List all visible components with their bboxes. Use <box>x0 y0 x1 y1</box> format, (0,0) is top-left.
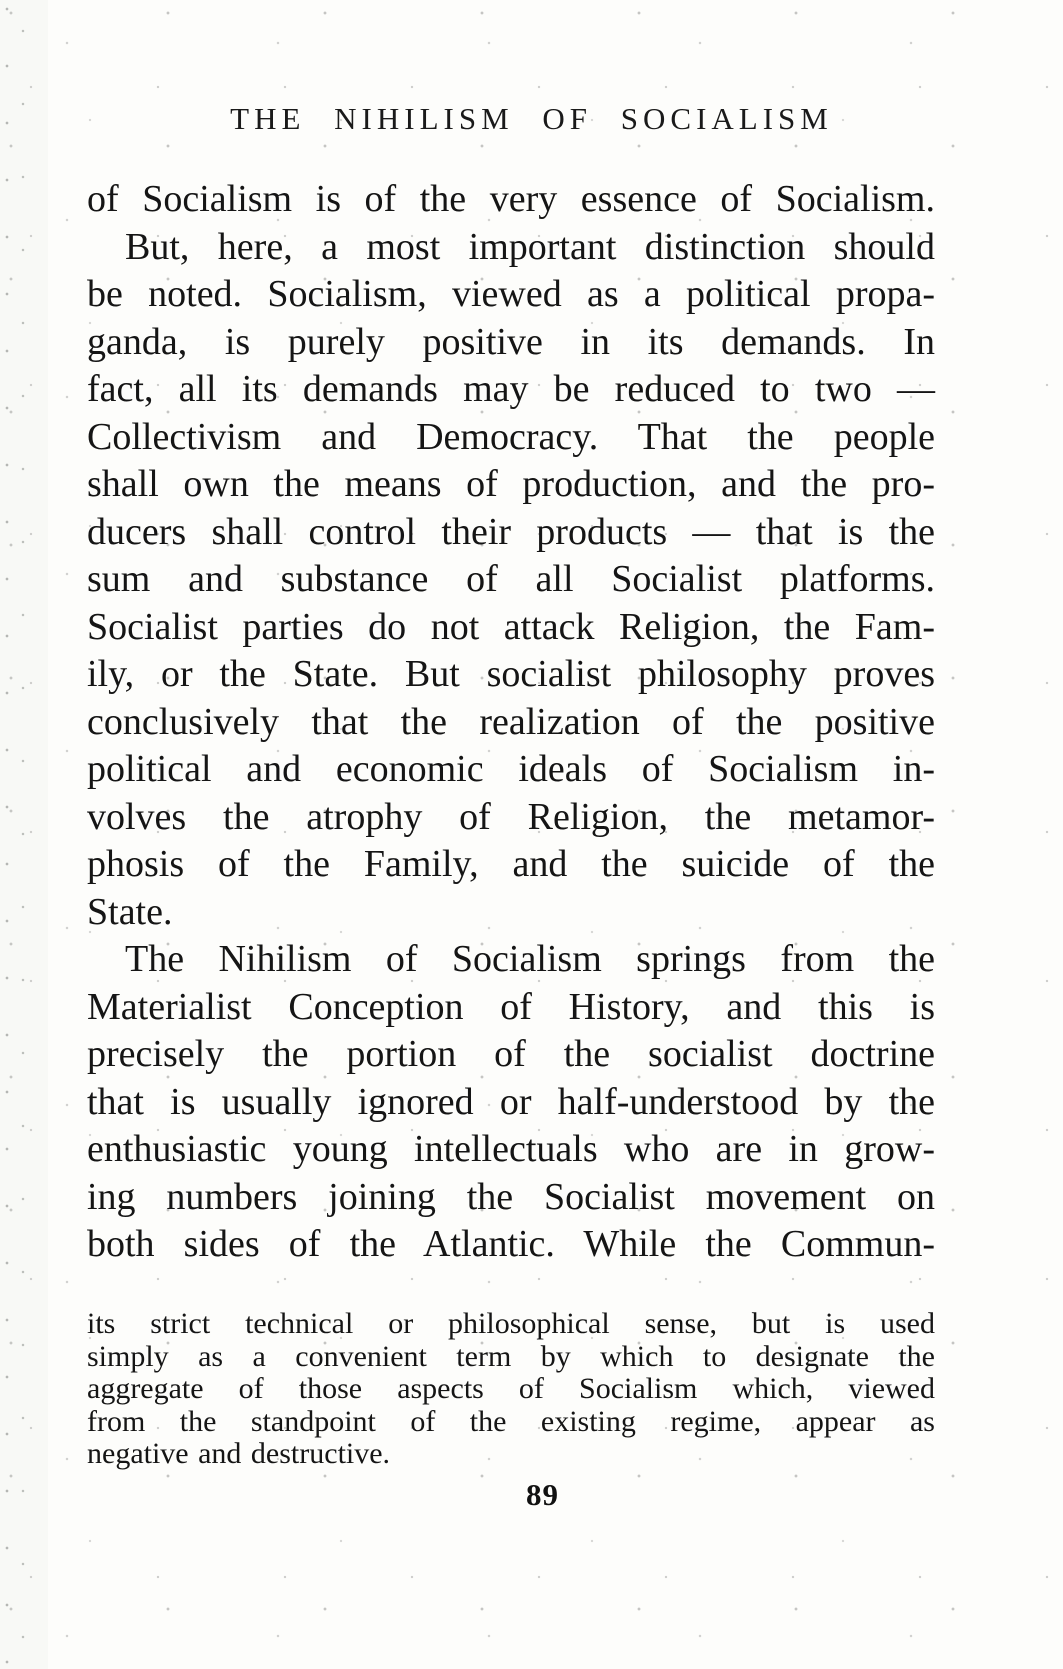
body-line: Collectivism and Democracy. That the people <box>87 415 935 458</box>
scan-edge-noise <box>0 0 48 1669</box>
footnote-line: from the standpoint of the existing regime, appear as <box>87 1404 935 1438</box>
body-line: be noted. Socialism, viewed as a political propa- <box>87 273 935 315</box>
footnote-line: negative and destructive. <box>87 1437 391 1471</box>
body-line: But, here, a most important distinction should <box>125 225 935 268</box>
body-line: that is usually ignored or half-understood by the <box>87 1080 935 1123</box>
body-line: ganda, is purely positive in its demands. In <box>87 320 935 363</box>
footnote-line: simply as a convenient term by which to designate the <box>87 1339 935 1373</box>
body-line: sum and substance of all Socialist platforms. <box>87 558 935 600</box>
body-line: fact, all its demands may be reduced to two — <box>87 368 935 410</box>
running-head: THE NIHILISM OF SOCIALISM <box>230 101 833 136</box>
page-number: 89 <box>526 1477 559 1512</box>
body-line: enthusiastic young intellectuals who are in grow- <box>87 1128 935 1170</box>
body-line: State. <box>87 890 173 933</box>
footnote-line: its strict technical or philosophical sense, but is used <box>87 1307 935 1340</box>
footnote-line: aggregate of those aspects of Socialism which, viewed <box>87 1372 935 1406</box>
body-line: shall own the means of production, and the pro- <box>87 463 935 505</box>
body-line: ily, or the State. But socialist philosophy proves <box>87 653 935 695</box>
body-line: Materialist Conception of History, and this is <box>87 985 935 1028</box>
body-line: Socialist parties do not attack Religion, the Fam- <box>87 605 935 648</box>
body-line: precisely the portion of the socialist doctrine <box>87 1033 935 1075</box>
body-line: ing numbers joining the Socialist movement on <box>87 1175 935 1218</box>
body-text <box>87 176 935 1269</box>
body-line: phosis of the Family, and the suicide of the <box>87 843 935 885</box>
body-line: ducers shall control their products — that is the <box>87 510 935 553</box>
body-line: political and economic ideals of Socialism in- <box>87 748 935 790</box>
body-line: The Nihilism of Socialism springs from the <box>125 938 935 980</box>
body-line: of Socialism is of the very essence of Socialism. <box>87 178 935 220</box>
footnote <box>87 1308 935 1471</box>
body-line: volves the atrophy of Religion, the metamor- <box>87 795 935 838</box>
body-line: both sides of the Atlantic. While the Commun- <box>87 1223 935 1265</box>
body-line: conclusively that the realization of the positive <box>87 700 935 743</box>
